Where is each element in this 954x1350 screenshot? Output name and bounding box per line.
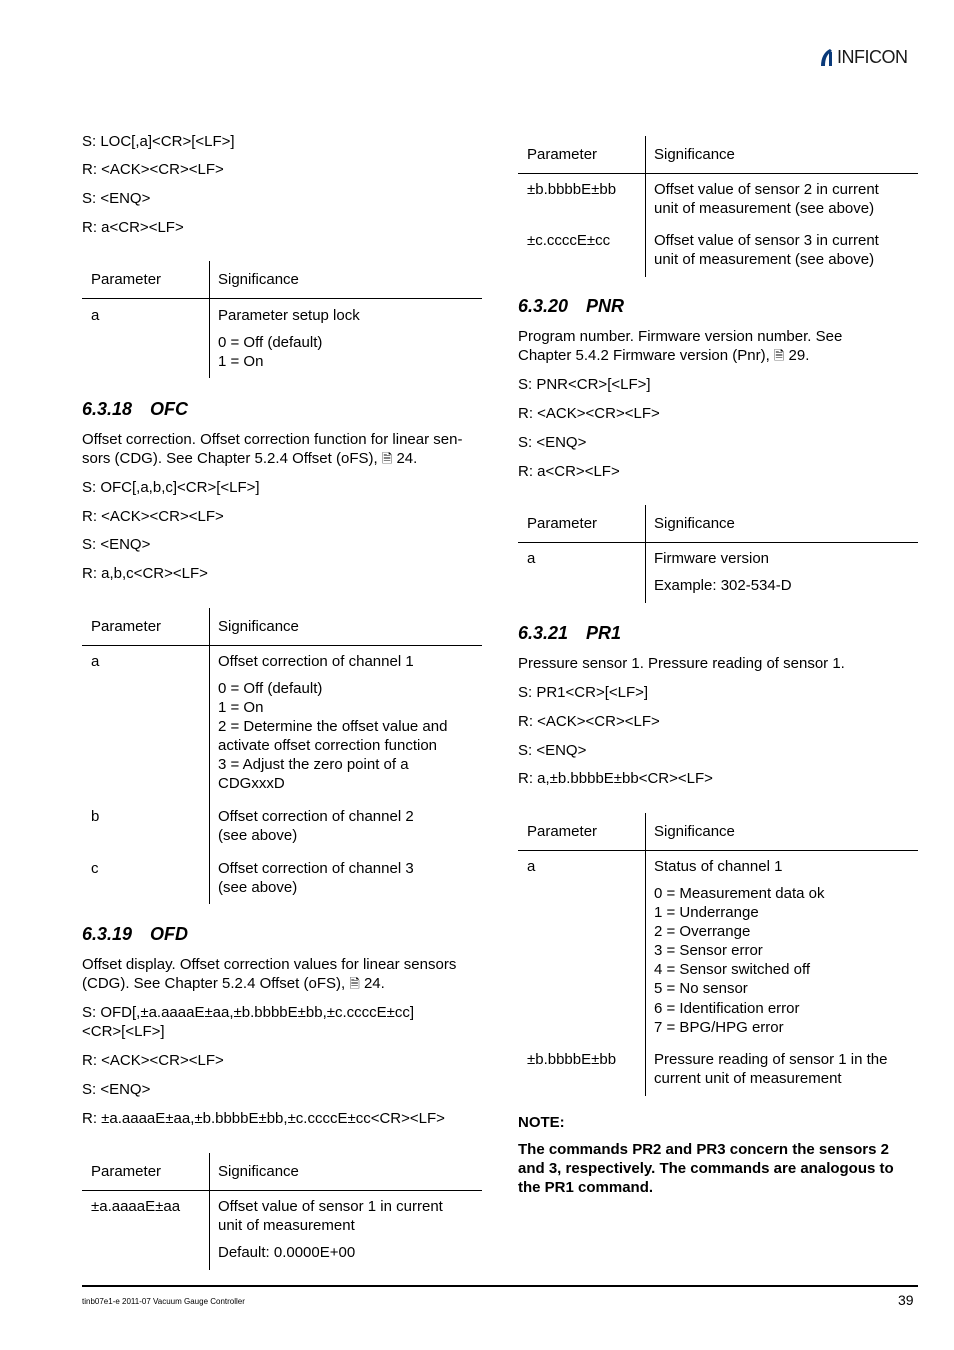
note-block — [518, 1113, 918, 1197]
pr1-cmd-2: R: <ACK><CR><LF> — [518, 713, 660, 730]
sig-a-5: activate offset correction function — [218, 737, 438, 754]
sig-a-6: 3 = Adjust the zero point of a — [218, 756, 409, 773]
table-header-parameter: Parameter — [91, 271, 162, 288]
sig-b-1: Offset correction of channel 2 — [218, 808, 414, 825]
sig-a-4: 2 = Determine the offset value and — [218, 718, 448, 735]
pnr-cmd-3: S: <ENQ> — [518, 434, 587, 451]
param-a: a — [527, 550, 536, 567]
table-header-significance: Significance — [654, 146, 735, 163]
ofd-parameter-table — [82, 1153, 482, 1270]
status-6: 6 = Identification error — [654, 1000, 800, 1017]
table-header-parameter: Parameter — [91, 1163, 162, 1180]
note-label: NOTE: — [518, 1114, 565, 1131]
sig-a-7: CDGxxxD — [218, 775, 285, 792]
ofd-desc-1: Offset display. Offset correction values for linear sensors — [82, 956, 457, 973]
note-line-3: the PR1 command. — [518, 1179, 654, 1196]
ofc-desc-2: sors (CDG). See Chapter 5.2.4 Offset (oFS), 🗎 24. — [82, 450, 418, 467]
sig-2: unit of measurement — [218, 1217, 355, 1234]
param-b: ±b.bbbbE±bb — [527, 181, 617, 198]
pr1-cmd-4: R: a,±b.bbbbE±bb<CR><LF> — [518, 770, 713, 787]
pnr-desc-2: Chapter 5.4.2 Firmware version (Pnr), 🗎 29. — [518, 347, 810, 364]
sig-c-1: Offset value of sensor 3 in current — [654, 232, 879, 249]
section-heading-ofd: 6.3.19 OFD — [82, 924, 188, 944]
sig-c-1: Offset correction of channel 3 — [218, 860, 414, 877]
sig-a-2: 0 = Off (default) — [218, 334, 323, 351]
logo-text: INFICON — [837, 46, 908, 67]
section-heading-pr1: 6.3.21 PR1 — [518, 623, 622, 643]
inficon-logo — [818, 46, 920, 68]
status-7: 7 = BPG/HPG error — [654, 1019, 784, 1036]
sig-a-1: Status of channel 1 — [654, 858, 783, 875]
ofd-cmd-1b: <CR>[<LF>] — [82, 1023, 165, 1040]
pr1-parameter-table — [518, 813, 918, 1096]
pnr-desc-1: Program number. Firmware version number. See — [518, 328, 843, 345]
table-header-parameter: Parameter — [91, 618, 162, 635]
page-ref-icon: 🗎 — [381, 451, 393, 466]
sig-a-1: Offset correction of channel 1 — [218, 653, 414, 670]
param-a: a — [527, 858, 536, 875]
status-2: 2 = Overrange — [654, 923, 751, 940]
param-c: ±c.ccccE±cc — [527, 232, 611, 249]
loc-parameter-table — [82, 261, 482, 378]
sig-a-3: 1 = On — [218, 699, 264, 716]
pnr-cmd-1: S: PNR<CR>[<LF>] — [518, 376, 651, 393]
ofd-desc-2: (CDG). See Chapter 5.2.4 Offset (oFS), 🗎 24. — [82, 975, 385, 992]
loc-cmd-3: S: <ENQ> — [82, 190, 151, 207]
status-3: 3 = Sensor error — [654, 942, 763, 959]
ofd-continued-table — [518, 136, 918, 277]
loc-cmd-2: R: <ACK><CR><LF> — [82, 161, 224, 178]
sig-b-2: current unit of measurement — [654, 1070, 842, 1087]
table-header-parameter: Parameter — [527, 823, 598, 840]
table-header-parameter: Parameter — [527, 146, 598, 163]
ofc-desc-1: Offset correction. Offset correction function for linear sen- — [82, 431, 463, 448]
note-line-1: The commands PR2 and PR3 concern the sensors 2 — [518, 1141, 889, 1158]
sig-b-1: Pressure reading of sensor 1 in the — [654, 1051, 888, 1068]
table-header-significance: Significance — [218, 271, 299, 288]
sig-b-2: (see above) — [218, 827, 298, 844]
inficon-logo-mark — [818, 46, 836, 68]
status-0: 0 = Measurement data ok — [654, 885, 825, 902]
table-header-significance: Significance — [218, 618, 299, 635]
param-a: a — [91, 653, 100, 670]
sig-c-2: unit of measurement (see above) — [654, 251, 875, 268]
sig-c-2: (see above) — [218, 879, 298, 896]
footer-rule — [82, 1285, 918, 1287]
ofd-cmd-4: R: ±a.aaaaE±aa,±b.bbbbE±bb,±c.ccccE±cc<CR><LF> — [82, 1110, 445, 1127]
ofc-cmd-4: R: a,b,c<CR><LF> — [82, 565, 208, 582]
sig-1: Offset value of sensor 1 in current — [218, 1198, 443, 1215]
section-heading-ofc: 6.3.18 OFC — [82, 399, 188, 419]
sig-3: Default: 0.0000E+00 — [218, 1244, 356, 1261]
param-b: ±b.bbbbE±bb — [527, 1051, 617, 1068]
ofc-cmd-1: S: OFC[,a,b,c]<CR>[<LF>] — [82, 479, 260, 496]
loc-cmd-4: R: a<CR><LF> — [82, 219, 184, 236]
sig-a-1: Parameter setup lock — [218, 307, 360, 324]
sig-b-2: unit of measurement (see above) — [654, 200, 875, 217]
ofd-cmd-1a: S: OFD[,±a.aaaaE±aa,±b.bbbbE±bb,±c.ccccE±cc] — [82, 1004, 415, 1021]
sig-a-2: 0 = Off (default) — [218, 680, 323, 697]
param-a: a — [91, 307, 100, 324]
status-5: 5 = No sensor — [654, 980, 748, 997]
section-heading-pnr: 6.3.20 PNR — [518, 296, 625, 316]
pnr-cmd-2: R: <ACK><CR><LF> — [518, 405, 660, 422]
param-b: b — [91, 808, 100, 825]
sig-1: Firmware version — [654, 550, 770, 567]
pr1-cmd-3: S: <ENQ> — [518, 742, 587, 759]
param-c: c — [91, 860, 99, 877]
ofc-cmd-2: R: <ACK><CR><LF> — [82, 508, 224, 525]
table-header-parameter: Parameter — [527, 515, 598, 532]
param-a: ±a.aaaaE±aa — [91, 1198, 181, 1215]
ofd-cmd-3: S: <ENQ> — [82, 1081, 151, 1098]
pnr-cmd-4: R: a<CR><LF> — [518, 463, 620, 480]
pnr-parameter-table — [518, 505, 918, 603]
page-ref-icon: 🗎 — [349, 976, 360, 991]
ofc-cmd-3: S: <ENQ> — [82, 536, 151, 553]
status-1: 1 = Underrange — [654, 904, 759, 921]
note-line-2: and 3, respectively. The commands are analogous to — [518, 1160, 894, 1177]
table-header-significance: Significance — [654, 515, 735, 532]
sig-a-3: 1 = On — [218, 353, 264, 370]
sig-b-1: Offset value of sensor 2 in current — [654, 181, 879, 198]
pr1-cmd-1: S: PR1<CR>[<LF>] — [518, 684, 649, 701]
ofd-cmd-2: R: <ACK><CR><LF> — [82, 1052, 224, 1069]
page-ref-icon: 🗎 — [773, 348, 785, 363]
table-header-significance: Significance — [218, 1163, 299, 1180]
table-header-significance: Significance — [654, 823, 735, 840]
ofc-parameter-table — [82, 608, 482, 904]
page-number: 39 — [898, 1292, 914, 1308]
sig-2: Example: 302-534-D — [654, 577, 792, 594]
footer-doc-info: tinb07e1-e 2011-07 Vacuum Gauge Controller — [82, 1297, 245, 1306]
status-4: 4 = Sensor switched off — [654, 961, 811, 978]
loc-cmd-1: S: LOC[,a]<CR>[<LF>] — [82, 133, 235, 150]
pr1-desc: Pressure sensor 1. Pressure reading of sensor 1. — [518, 655, 845, 672]
